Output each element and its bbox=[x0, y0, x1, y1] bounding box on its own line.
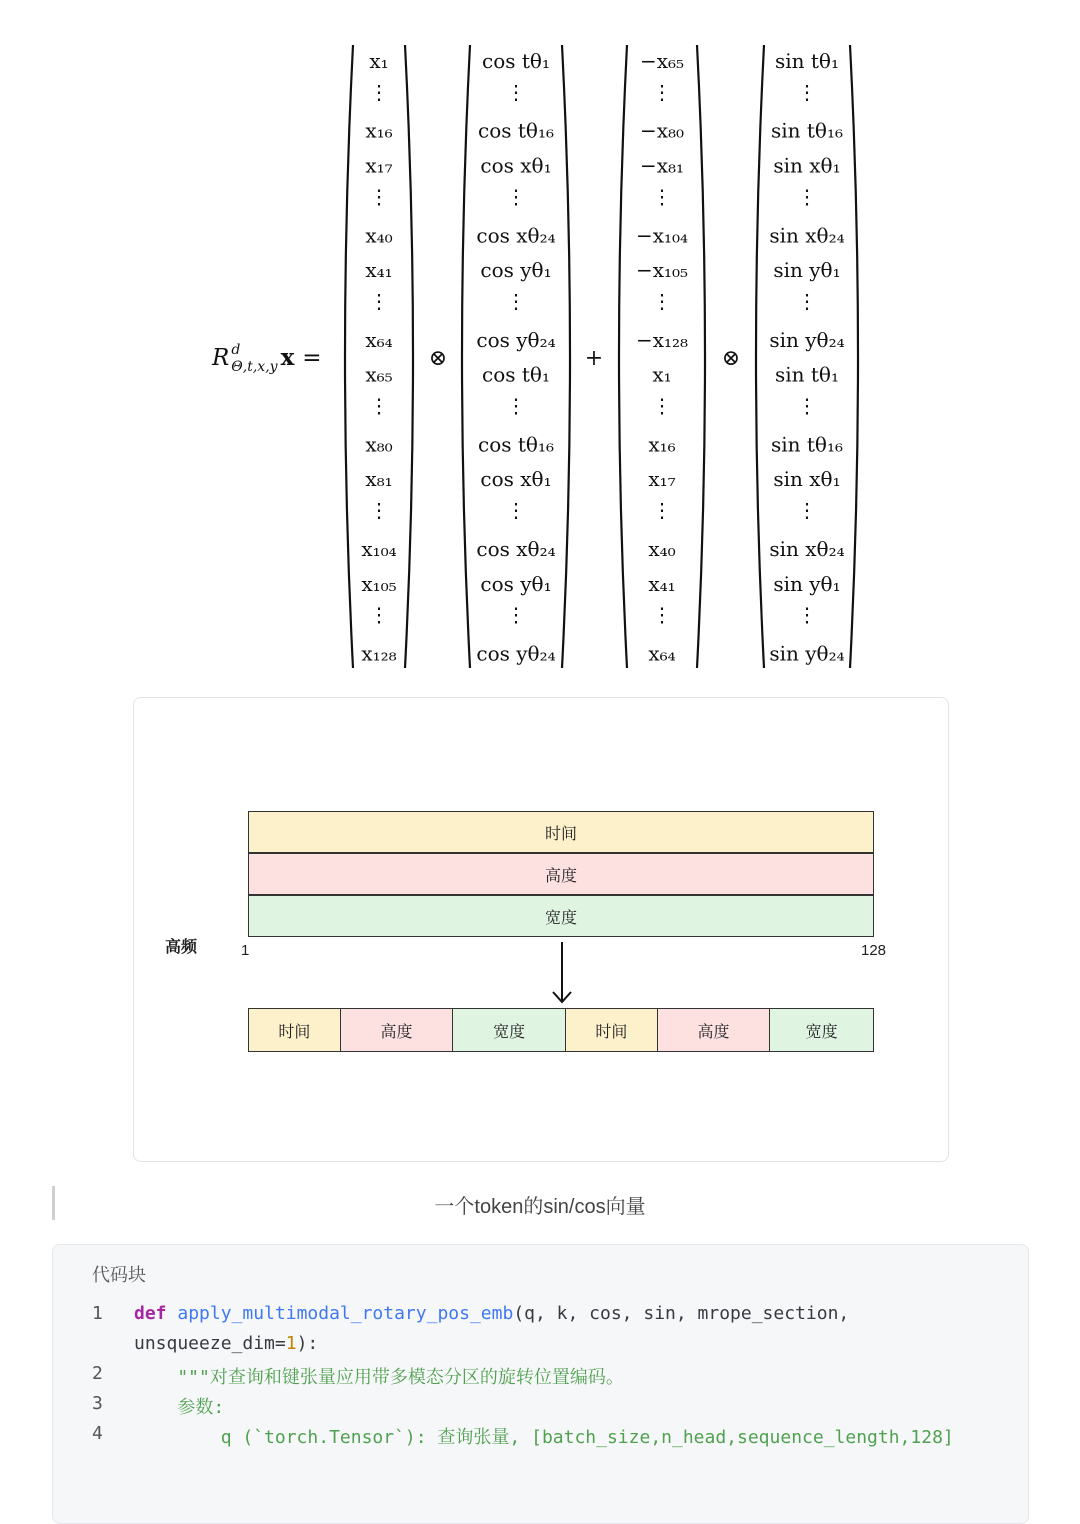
vector-entry: −x₁₂₈ bbox=[635, 327, 689, 352]
vector-entry: x₁ bbox=[369, 49, 389, 73]
down-arrow-icon bbox=[548, 940, 576, 1006]
vector-entry: ⋮ bbox=[369, 79, 389, 104]
vector-entry: ⋮ bbox=[652, 288, 672, 313]
vector-entry: x₆₅ bbox=[365, 362, 393, 387]
vector-entry: ⋮ bbox=[652, 184, 672, 209]
vector-neg-x bbox=[619, 45, 705, 668]
vector-entry: sin xθ₂₄ bbox=[769, 536, 845, 561]
code-line: """对查询和键张量应用带多模态分区的旋转位置编码。 bbox=[134, 1367, 624, 1388]
band-time: 时间 bbox=[248, 811, 874, 853]
line-number: 4 bbox=[92, 1423, 103, 1444]
vector-entry: sin yθ₁ bbox=[773, 258, 841, 283]
vector-entry: cos tθ₁ bbox=[482, 49, 550, 73]
band-height: 高度 bbox=[248, 853, 874, 895]
line-number: 1 bbox=[92, 1303, 103, 1324]
vector-entry: ⋮ bbox=[506, 288, 526, 313]
interleaved-segments bbox=[248, 1008, 874, 1052]
high-frequency-label: 高频 bbox=[165, 939, 198, 956]
segment-time: 时间 bbox=[249, 1009, 341, 1051]
vector-entry: cos xθ₁ bbox=[480, 153, 552, 178]
vector-entry: ⋮ bbox=[797, 498, 817, 523]
vector-entry: sin xθ₂₄ bbox=[769, 223, 845, 248]
vector-entry: ⋮ bbox=[369, 184, 389, 209]
code-line: unsqueeze_dim=1): bbox=[134, 1333, 319, 1354]
vector-entry: x₁₀₄ bbox=[361, 536, 397, 561]
vector-cos bbox=[462, 45, 570, 668]
vector-entry: ⋮ bbox=[506, 602, 526, 627]
vector-entry: sin xθ₁ bbox=[773, 467, 841, 492]
vector-x bbox=[345, 45, 413, 668]
vector-entry: ⋮ bbox=[369, 498, 389, 523]
vector-entry: ⋮ bbox=[797, 79, 817, 104]
vector-entry: x₁₇ bbox=[648, 467, 676, 492]
left-paren bbox=[462, 45, 470, 668]
tensor-product-operator: ⊗ bbox=[721, 346, 741, 371]
vector-entry: ⋮ bbox=[369, 393, 389, 418]
vector-entry: cos tθ₁₆ bbox=[478, 118, 554, 143]
segment-width: 宽度 bbox=[453, 1009, 566, 1051]
axis-end-label: 128 bbox=[861, 942, 887, 959]
plus-operator: + bbox=[584, 346, 604, 371]
vector-entry: ⋮ bbox=[797, 184, 817, 209]
vector-entry: cos tθ₁₆ bbox=[478, 432, 554, 457]
vector-entry: cos tθ₁ bbox=[482, 362, 550, 387]
vector-entry: cos xθ₂₄ bbox=[476, 223, 556, 248]
vector-entry: x₁₇ bbox=[365, 153, 393, 178]
right-paren bbox=[405, 45, 413, 668]
formula-vectors bbox=[345, 45, 858, 668]
vector-entry: ⋮ bbox=[652, 79, 672, 104]
vector-entry: sin tθ₁ bbox=[775, 362, 839, 387]
vector-entry: −x₈₀ bbox=[639, 118, 685, 143]
vector-entry: sin tθ₁₆ bbox=[770, 118, 844, 143]
vector-entry: ⋮ bbox=[506, 393, 526, 418]
formula-lhs bbox=[211, 342, 322, 375]
vector-entry: x₄₁ bbox=[365, 258, 393, 283]
vector-entry: −x₈₁ bbox=[639, 153, 685, 178]
code-block-title: 代码块 bbox=[92, 1265, 146, 1285]
vector-entry: cos xθ₁ bbox=[480, 467, 552, 492]
line-number: 2 bbox=[92, 1363, 103, 1384]
vector-entry: −x₁₀₅ bbox=[635, 258, 689, 283]
vector-entry: cos yθ₂₄ bbox=[476, 327, 556, 352]
band-width: 宽度 bbox=[248, 895, 874, 937]
vector-entry: ⋮ bbox=[652, 602, 672, 627]
vector-entry: ⋮ bbox=[797, 288, 817, 313]
vector-entry: ⋮ bbox=[506, 79, 526, 104]
rotary-formula bbox=[0, 0, 1080, 690]
vector-entry: ⋮ bbox=[652, 498, 672, 523]
vector-entry: ⋮ bbox=[652, 393, 672, 418]
right-paren bbox=[850, 45, 858, 668]
code-line: 参数: bbox=[134, 1397, 225, 1418]
left-paren bbox=[619, 45, 627, 668]
vector-entry: x₄₀ bbox=[365, 223, 393, 248]
vector-entry: sin yθ₁ bbox=[773, 571, 841, 596]
vector-entry: cos yθ₁ bbox=[480, 258, 552, 283]
segment-height: 高度 bbox=[341, 1009, 454, 1051]
code-line: def apply_multimodal_rotary_pos_emb(q, k, cos, sin, mrope_section, bbox=[134, 1303, 850, 1324]
vector-entry: sin yθ₂₄ bbox=[769, 641, 845, 666]
vector-entry: ⋮ bbox=[506, 498, 526, 523]
vector-entry: ⋮ bbox=[369, 602, 389, 627]
left-paren bbox=[345, 45, 353, 668]
segment-height: 高度 bbox=[658, 1009, 771, 1051]
vector-entry: x₁₆ bbox=[648, 432, 676, 457]
vector-entry: ⋮ bbox=[797, 602, 817, 627]
vector-entry: x₁₆ bbox=[365, 118, 393, 143]
segment-time: 时间 bbox=[566, 1009, 658, 1051]
vector-entry: x₈₀ bbox=[365, 432, 393, 457]
vector-entry: x₁₂₈ bbox=[361, 641, 397, 666]
vector-sin bbox=[756, 45, 858, 668]
right-paren bbox=[697, 45, 705, 668]
vector-entry: x₆₄ bbox=[365, 327, 393, 352]
vector-entry: sin yθ₂₄ bbox=[769, 327, 845, 352]
vector-entry: −x₆₅ bbox=[639, 49, 685, 73]
vector-entry: cos yθ₂₄ bbox=[476, 641, 556, 666]
vector-entry: x₄₀ bbox=[648, 536, 676, 561]
vector-entry: ⋮ bbox=[369, 288, 389, 313]
vector-entry: x₄₁ bbox=[648, 571, 676, 596]
vector-entry: sin xθ₁ bbox=[773, 153, 841, 178]
vector-entry: cos xθ₂₄ bbox=[476, 536, 556, 561]
vector-entry: x₁ bbox=[652, 362, 672, 387]
vector-entry: x₈₁ bbox=[365, 467, 393, 492]
tensor-product-operator: ⊗ bbox=[428, 346, 448, 371]
axis-start-label: 1 bbox=[241, 942, 250, 959]
vector-entry: x₁₀₅ bbox=[361, 571, 397, 596]
segment-width: 宽度 bbox=[770, 1009, 873, 1051]
vector-entry: ⋮ bbox=[506, 184, 526, 209]
vector-entry: sin tθ₁₆ bbox=[770, 432, 844, 457]
vector-entry: x₆₄ bbox=[648, 641, 676, 666]
vector-entry: ⋮ bbox=[797, 393, 817, 418]
left-paren bbox=[756, 45, 764, 668]
code-line: q (`torch.Tensor`): 查询张量, [batch_size,n_head,sequence_length,128] bbox=[134, 1427, 954, 1448]
vector-entry: sin tθ₁ bbox=[775, 49, 839, 73]
vector-entry: cos yθ₁ bbox=[480, 571, 552, 596]
vector-entry: −x₁₀₄ bbox=[635, 223, 689, 248]
formula-lhs-text: R $^d$ Θ,t,x,y x = bbox=[212, 342, 322, 375]
line-number: 3 bbox=[92, 1393, 103, 1414]
figure-caption: 一个token的sin/cos向量 bbox=[434, 1196, 646, 1218]
right-paren bbox=[562, 45, 570, 668]
